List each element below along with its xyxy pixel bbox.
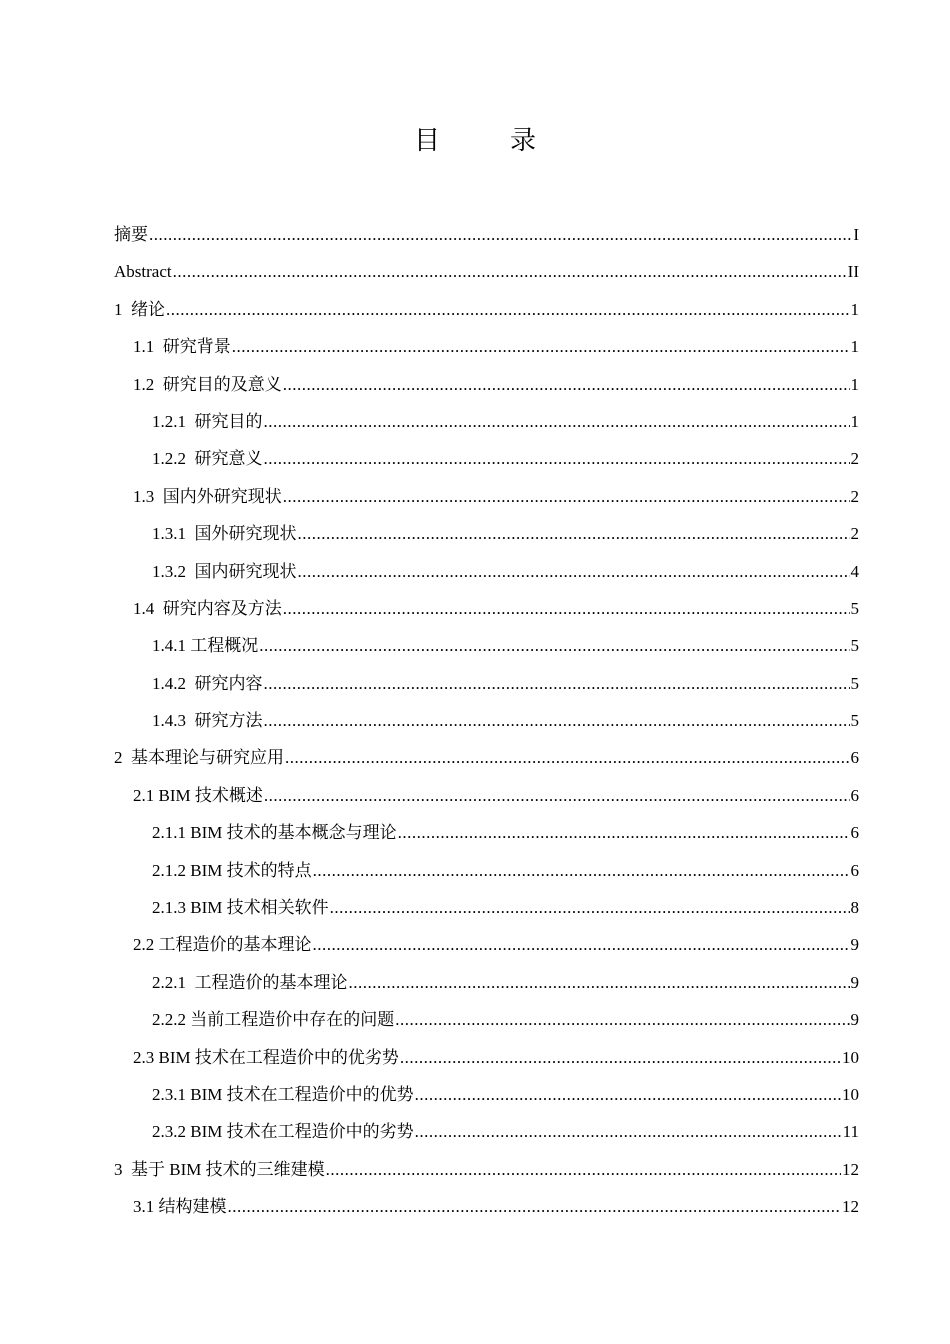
toc-entry[interactable] <box>114 964 859 1001</box>
toc-entry-page-number: 1 <box>850 337 859 357</box>
toc-dot-leader <box>283 478 850 515</box>
toc-entry-page-number: 2 <box>850 524 859 544</box>
toc-dot-leader <box>232 328 850 365</box>
toc-entry-page-number: 10 <box>842 1047 859 1067</box>
toc-entry[interactable] <box>114 926 859 963</box>
toc-dot-leader <box>398 814 850 851</box>
toc-entry[interactable] <box>114 515 859 552</box>
toc-entry[interactable] <box>114 627 859 664</box>
toc-entry[interactable] <box>114 814 859 851</box>
toc-dot-leader <box>395 1001 849 1038</box>
toc-entry[interactable] <box>114 889 859 926</box>
toc-entry-page-number: 10 <box>842 1084 859 1104</box>
toc-entry-page-number: I <box>853 225 859 244</box>
toc-entry[interactable] <box>114 291 859 328</box>
toc-entry-label: 2.2.2 当前工程造价中存在的问题 <box>152 1010 395 1030</box>
toc-entry-label: Abstract <box>114 262 172 282</box>
toc-entry[interactable] <box>114 1151 859 1188</box>
toc-dot-leader <box>330 889 850 926</box>
toc-entry-page-number: 4 <box>850 561 859 581</box>
toc-entry[interactable] <box>114 1039 859 1076</box>
toc-entry-page-number: 9 <box>850 935 859 955</box>
toc-entry[interactable] <box>114 403 859 440</box>
toc-dot-leader <box>349 964 850 1001</box>
toc-entry-label: 1.3.2 国内研究现状 <box>152 561 297 581</box>
toc-entry-label: 1.4.3 研究方法 <box>152 711 263 731</box>
toc-entry-page-number: 6 <box>850 785 859 805</box>
toc-dot-leader <box>173 253 847 290</box>
toc-entry-label: 1.2.1 研究目的 <box>152 411 263 431</box>
toc-dot-leader <box>415 1113 842 1150</box>
toc-entry-label: 2 基本理论与研究应用 <box>114 748 284 768</box>
toc-entry-label: 1.1 研究背景 <box>133 337 231 357</box>
toc-entry-label: 2.3.2 BIM 技术在工程造价中的劣势 <box>152 1122 414 1142</box>
page-title: 目 录 <box>413 126 558 155</box>
toc-entry[interactable] <box>114 702 859 739</box>
toc-entry[interactable] <box>114 852 859 889</box>
toc-entry[interactable] <box>114 478 859 515</box>
toc-entry-page-number: 9 <box>850 1010 859 1030</box>
toc-entry-label: 2.1 BIM 技术概述 <box>133 785 263 805</box>
toc-dot-leader <box>228 1188 842 1225</box>
toc-entry-label: 2.1.2 BIM 技术的特点 <box>152 860 312 880</box>
toc-dot-leader <box>166 291 850 328</box>
toc-entry-label: 1.2 研究目的及意义 <box>133 374 282 394</box>
toc-dot-leader <box>264 702 850 739</box>
toc-entry-label: 1.2.2 研究意义 <box>152 449 263 469</box>
toc-entry-label: 1.3.1 国外研究现状 <box>152 524 297 544</box>
toc-entry[interactable] <box>114 590 859 627</box>
toc-entry-page-number: 6 <box>850 860 859 880</box>
toc-entry-page-number: 12 <box>842 1159 859 1179</box>
toc-entry-page-number: 2 <box>850 449 859 469</box>
toc-entry-page-number: 11 <box>842 1122 859 1142</box>
toc-dot-leader <box>400 1039 841 1076</box>
toc-entry[interactable] <box>114 665 859 702</box>
toc-entry[interactable] <box>114 1188 859 1225</box>
toc-entry-label: 2.3.1 BIM 技术在工程造价中的优势 <box>152 1084 414 1104</box>
toc-entry-page-number: 5 <box>850 636 859 656</box>
toc-entry-page-number: 5 <box>850 598 859 618</box>
toc-entry-page-number: 12 <box>842 1197 859 1217</box>
toc-dot-leader <box>264 440 850 477</box>
toc-entry-page-number: II <box>847 262 859 282</box>
toc-entry-label: 2.1.3 BIM 技术相关软件 <box>152 898 329 918</box>
toc-entry[interactable] <box>114 440 859 477</box>
toc-entry[interactable] <box>114 1001 859 1038</box>
toc-entry-label: 1.3 国内外研究现状 <box>133 486 282 506</box>
toc-entry-label: 摘要 <box>114 225 148 244</box>
toc-entry-page-number: 5 <box>850 711 859 731</box>
toc-dot-leader <box>285 739 850 776</box>
toc-entry-page-number: 2 <box>850 486 859 506</box>
toc-entry-page-number: 1 <box>850 374 859 394</box>
toc-dot-leader <box>298 515 850 552</box>
table-of-contents <box>114 216 859 1226</box>
toc-entry[interactable] <box>114 553 859 590</box>
toc-entry-page-number: 6 <box>850 748 859 768</box>
toc-entry[interactable] <box>114 739 859 776</box>
toc-entry-label: 2.3 BIM 技术在工程造价中的优劣势 <box>133 1047 399 1067</box>
toc-entry[interactable] <box>114 216 859 253</box>
toc-entry-label: 1.4 研究内容及方法 <box>133 598 282 618</box>
toc-entry-label: 2.1.1 BIM 技术的基本概念与理论 <box>152 823 397 843</box>
toc-dot-leader <box>326 1151 841 1188</box>
toc-entry-label: 1.4.2 研究内容 <box>152 673 263 693</box>
toc-dot-leader <box>298 553 850 590</box>
toc-dot-leader <box>283 366 850 403</box>
toc-entry-label: 3 基于 BIM 技术的三维建模 <box>114 1159 325 1179</box>
toc-entry[interactable] <box>114 1113 859 1150</box>
toc-entry[interactable] <box>114 366 859 403</box>
toc-entry-label: 2.2 工程造价的基本理论 <box>133 935 312 955</box>
toc-dot-leader <box>415 1076 841 1113</box>
toc-entry[interactable] <box>114 1076 859 1113</box>
toc-dot-leader <box>264 403 850 440</box>
toc-entry-page-number: 1 <box>850 299 859 319</box>
toc-dot-leader <box>149 216 852 253</box>
toc-dot-leader <box>313 926 850 963</box>
toc-entry-page-number: 1 <box>850 411 859 431</box>
toc-dot-leader <box>313 852 850 889</box>
toc-entry[interactable] <box>114 328 859 365</box>
toc-dot-leader <box>259 627 849 664</box>
toc-entry-page-number: 9 <box>850 972 859 992</box>
toc-entry[interactable] <box>114 253 859 290</box>
toc-entry[interactable] <box>114 777 859 814</box>
toc-entry-page-number: 5 <box>850 673 859 693</box>
toc-entry-page-number: 6 <box>850 823 859 843</box>
toc-entry-label: 1 绪论 <box>114 299 165 319</box>
toc-dot-leader <box>264 777 850 814</box>
toc-dot-leader <box>283 590 850 627</box>
toc-dot-leader <box>264 665 850 702</box>
toc-entry-page-number: 8 <box>850 898 859 918</box>
toc-entry-label: 3.1 结构建模 <box>133 1197 227 1217</box>
toc-entry-label: 2.2.1 工程造价的基本理论 <box>152 972 348 992</box>
toc-entry-label: 1.4.1 工程概况 <box>152 636 259 656</box>
